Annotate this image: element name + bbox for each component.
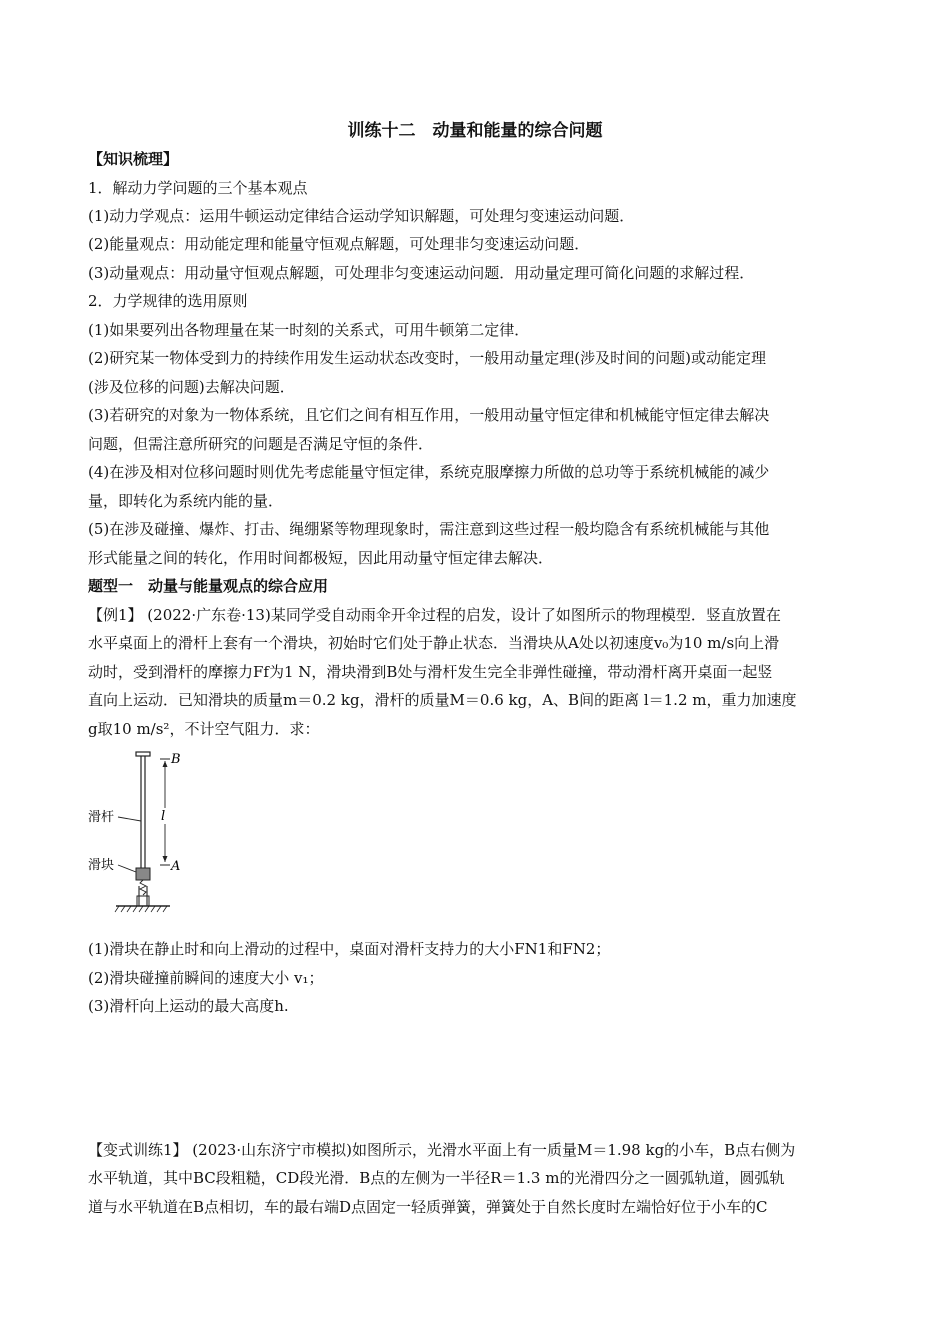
- rod-diagram-svg: [86, 746, 226, 924]
- text-line: (3)若研究的对象为一物体系统，且它们之间有相互作用，一般用动量守恒定律和机械能守恒定律去解决: [88, 406, 770, 424]
- ground-hatch: [115, 906, 167, 912]
- rod-label: 滑杆: [88, 810, 115, 825]
- text-line: 形式能量之间的转化，作用时间都极短，因此用动量守恒定律去解决．: [88, 549, 554, 567]
- text-line: 水平桌面上的滑杆上套有一个滑块，初始时它们处于静止状态．当滑块从A处以初速度v₀为10 m/s向上滑: [88, 634, 780, 652]
- block-leader-line: [118, 865, 136, 872]
- slider-block: [136, 868, 150, 880]
- text-line: 水平轨道，其中BC段粗糙，CD段光滑．B点的左侧为一半径R＝1.3 m的光滑四分之一圆弧轨道，圆弧轨: [88, 1169, 785, 1187]
- text-line: g取10 m/s²，不计空气阻力．求：: [88, 720, 320, 738]
- text-line: (2)能量观点：用动能定理和能量守恒观点解题，可处理非匀变速运动问题．: [88, 235, 590, 253]
- question-2: (2)滑块碰撞前瞬间的速度大小 v₁；: [88, 969, 324, 987]
- question-3: (3)滑杆向上运动的最大高度h.: [88, 997, 289, 1015]
- spring-icon: [140, 880, 146, 895]
- rod-cap: [136, 752, 150, 756]
- text-line: (4)在涉及相对位移问题时则优先考虑能量守恒定律，系统克服摩擦力所做的总功等于系统机械能的减少: [88, 463, 770, 481]
- text-line: (5)在涉及碰撞、爆炸、打击、绳绷紧等物理现象时，需注意到这些过程一般均隐含有系统机械能与其他: [88, 520, 770, 538]
- text-line: (1)如果要列出各物理量在某一时刻的关系式，可用牛顿第二定律．: [88, 321, 530, 339]
- text-line: (3)动量观点：用动量守恒观点解题，可处理非匀变速运动问题．用动量定理可简化问题的求解过程．: [88, 264, 755, 282]
- text-line: 【例1】 (2022·广东卷·13)某同学受自动雨伞开伞过程的启发，设计了如图所示的物理模型．竖直放置在: [88, 606, 781, 624]
- text-line: (1)动力学观点：运用牛顿运动定律结合运动学知识解题，可处理匀变速运动问题．: [88, 207, 635, 225]
- sliding-rod-figure: [86, 746, 226, 924]
- point-a-label: A: [171, 859, 181, 874]
- section-heading-type1: 题型一 动量与能量观点的综合应用: [88, 577, 329, 595]
- section-heading-knowledge: 【知识梳理】: [88, 150, 179, 168]
- block-label: 滑块: [88, 858, 115, 873]
- arrow-down-icon: [163, 856, 168, 862]
- rod-leader-line: [118, 817, 141, 821]
- page-title: 训练十二 动量和能量的综合问题: [347, 121, 603, 141]
- question-1: (1)滑块在静止时和向上滑动的过程中，桌面对滑杆支持力的大小FN1和FN2；: [88, 940, 611, 958]
- text-line: 2．力学规律的选用原则: [88, 292, 248, 310]
- text-line: (涉及位移的问题)去解决问题．: [88, 378, 295, 396]
- text-line: 问题，但需注意所研究的问题是否满足守恒的条件．: [88, 435, 434, 453]
- text-line: 量，即转化为系统内能的量．: [88, 492, 284, 510]
- text-line: 道与水平轨道在B点相切，车的最右端D点固定一轻质弹簧，弹簧处于自然长度时左端恰好位于小车的C: [88, 1198, 768, 1216]
- variant-exercise-line: 【变式训练1】 (2023·山东济宁市模拟)如图所示，光滑水平面上有一质量M＝1.98 kg的小车，B点右侧为: [88, 1141, 796, 1159]
- text-line: 直向上运动．已知滑块的质量m＝0.2 kg，滑杆的质量M＝0.6 kg，A、B间的距离 l＝1.2 m，重力加速度: [88, 691, 797, 709]
- arrow-up-icon: [163, 761, 168, 767]
- text-line: 1．解动力学问题的三个基本观点: [88, 179, 308, 197]
- text-line: 动时，受到滑杆的摩擦力Ff为1 N，滑块滑到B处与滑杆发生完全非弹性碰撞，带动滑杆离开桌面一起竖: [88, 663, 773, 681]
- length-label: l: [161, 809, 166, 824]
- point-b-label: B: [171, 752, 181, 767]
- text-line: (2)研究某一物体受到力的持续作用发生运动状态改变时，一般用动量定理(涉及时间的问题)或动能定理: [88, 349, 766, 367]
